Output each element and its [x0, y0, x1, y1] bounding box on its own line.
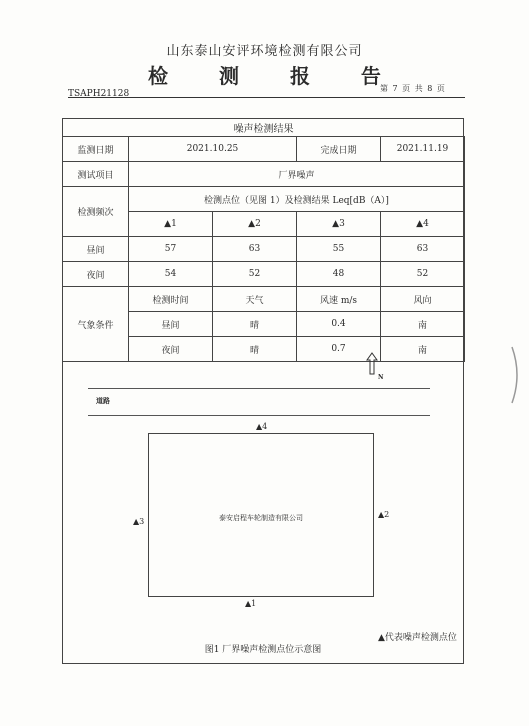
table-caption-row: [63, 118, 465, 137]
weather-cell: 南: [381, 337, 465, 362]
north-label: N: [378, 374, 384, 381]
weather-cell: 0.4: [297, 312, 381, 337]
company-name: 山东泰山安评环境检测有限公司: [166, 44, 363, 59]
date-label: 监测日期: [63, 137, 129, 162]
noise-results-table: [62, 118, 465, 362]
table-row: [63, 187, 465, 212]
document-number: TSAPH21128: [68, 89, 130, 99]
table-row: [63, 287, 465, 312]
night-value: 48: [297, 262, 381, 287]
road: [88, 388, 430, 416]
weather-cell: 夜间: [129, 337, 213, 362]
point-header: ▲1: [129, 212, 213, 237]
night-value: 52: [381, 262, 465, 287]
point-header: ▲3: [297, 212, 381, 237]
weather-cell: 0.7: [297, 337, 381, 362]
night-value: 52: [213, 262, 297, 287]
point-header: ▲2: [213, 212, 297, 237]
end-date-label: 完成日期: [297, 137, 381, 162]
day-label: 昼间: [63, 237, 129, 262]
figure-caption: 图1 厂界噪声检测点位示意图: [204, 645, 322, 655]
weather-header: 天气: [213, 287, 297, 312]
day-value: 63: [213, 237, 297, 262]
day-value: 55: [297, 237, 381, 262]
point-marker-4: ▲4: [256, 422, 268, 431]
table-row: [63, 162, 465, 187]
weather-header: 检测时间: [129, 287, 213, 312]
points-header: 检测点位（见图 1）及检测结果 Leq[dB（A）]: [129, 187, 465, 212]
north-arrow-icon: [365, 352, 379, 376]
page-info: 第 7 页 共 8 页: [380, 84, 446, 93]
day-value: 57: [129, 237, 213, 262]
item-value: 厂界噪声: [129, 162, 465, 187]
start-date: 2021.10.25: [129, 137, 297, 162]
road-label: 道路: [96, 396, 110, 405]
point-marker-2: ▲2: [378, 510, 390, 519]
point-marker-3: ▲3: [133, 517, 145, 526]
scan-edge-mark-icon: [510, 345, 522, 405]
weather-cell: 晴: [213, 312, 297, 337]
legend: ▲代表噪声检测点位: [378, 633, 457, 643]
night-label: 夜间: [63, 262, 129, 287]
frequency-label: 检测频次: [63, 187, 129, 237]
table-caption: 噪声检测结果: [63, 118, 465, 137]
point-marker-1: ▲1: [245, 599, 257, 608]
weather-header: 风向: [381, 287, 465, 312]
weather-cell: 昼间: [129, 312, 213, 337]
table-row: [63, 237, 465, 262]
weather-cell: 南: [381, 312, 465, 337]
weather-label: 气象条件: [63, 287, 129, 362]
report-title: 检 测 报 告: [148, 64, 403, 88]
table-row: [63, 137, 465, 162]
point-header: ▲4: [381, 212, 465, 237]
end-date: 2021.11.19: [381, 137, 465, 162]
day-value: 63: [381, 237, 465, 262]
item-label: 测试项目: [63, 162, 129, 187]
night-value: 54: [129, 262, 213, 287]
table-row: [63, 262, 465, 287]
plant-name: 泰安启程车轮制造有限公司: [219, 514, 303, 522]
weather-cell: 晴: [213, 337, 297, 362]
header-rule: [68, 97, 465, 98]
weather-header: 风速 m/s: [297, 287, 381, 312]
